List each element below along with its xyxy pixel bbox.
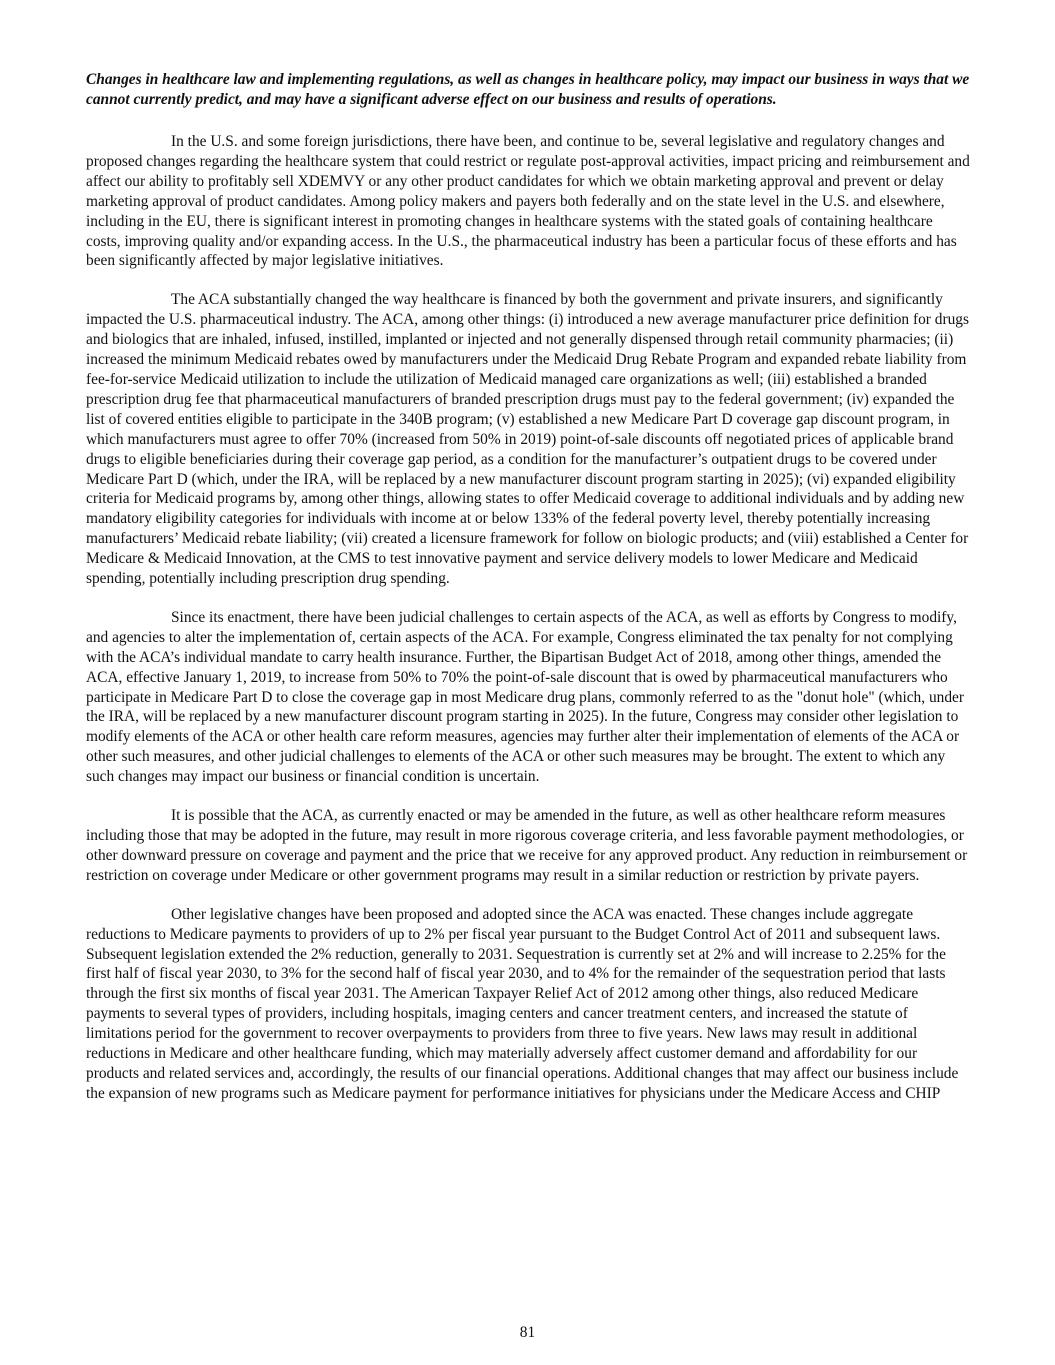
paragraph-legislative-changes: In the U.S. and some foreign jurisdictions, there have been, and continue to be, several legislative and regulatory changes and proposed changes regarding the healthcare system that could restrict or regulate post-approval activities, impact pricing and reimbursement and affect our ability to profitably sell XDEMVY or any other product candidates for which we obtain marketing approval and prevent or delay marketing approval of product candidates. Among policy makers and payers both federally and on the state level in the U.S. and elsewhere, including in the EU, there is significant interest in promoting changes in healthcare systems with the stated goals of containing healthcare costs, improving quality and/or expanding access. In the U.S., the pharmaceutical industry has been a particular focus of these efforts and has been significantly affected by major legislative initiatives. (86, 133, 970, 270)
document-page (86, 70, 970, 1123)
paragraph-aca-challenges: Since its enactment, there have been judicial challenges to certain aspects of the ACA, as well as efforts by Congress to modify, and agencies to alter the implementation of, certain aspects of the ACA. For example, Congress eliminated the tax penalty for not complying with the ACA’s individual mandate to carry health insurance. Further, the Bipartisan Budget Act of 2018, among other things, amended the ACA, effective January 1, 2019, to increase from 50% to 70% the point-of-sale discount that is owed by pharmaceutical manufacturers who participate in Medicare Part D to close the coverage gap in most Medicare drug plans, commonly referred to as the "donut hole" (which, under the IRA, will be replaced by a new manufacturer discount program starting in 2025). In the future, Congress may consider other legislation to modify elements of the ACA or other health care reform measures, agencies may further alter their implementation of elements of the ACA or other such measures, and other judicial challenges to elements of the ACA or other such measures may be brought. The extent to which any such changes may impact our business or financial condition is uncertain. (86, 608, 964, 786)
section-heading: Changes in healthcare law and implementing regulations, as well as changes in healthcare policy, may impact our business in ways that we cannot currently predict, and may have a significant adverse effect on our business and results of operations. (86, 71, 970, 108)
paragraph-other-legislation: Other legislative changes have been proposed and adopted since the ACA was enacted. These changes include aggregate reductions to Medicare payments to providers of up to 2% per fiscal year pursuant to the Budget Control Act of 2011 and subsequent laws. Subsequent legislation extended the 2% reduction, generally to 2031. Sequestration is currently set at 2% and will increase to 2.25% for the first half of fiscal year 2030, to 3% for the second half of fiscal year 2030, and to 4% for the remainder of the sequestration period that lasts through the first six months of fiscal year 2031. The American Taxpayer Relief Act of 2012 among other things, also reduced Medicare payments to several types of providers, including hospitals, imaging centers and cancer treatment centers, and increased the statute of limitations period for the government to recover overpayments to providers from three to five years. New laws may result in additional reductions in Medicare and other healthcare funding, which may materially adversely affect customer demand and affordability for our products and related services and, accordingly, the results of our financial operations. Additional changes that may affect our business include the expansion of new programs such as Medicare payment for performance initiatives for physicians under the Medicare Access and CHIP (86, 905, 959, 1102)
paragraph-reform-measures: It is possible that the ACA, as currently enacted or may be amended in the future, as well as other healthcare reform measures including those that may be adopted in the future, may result in more rigorous coverage criteria, and less favorable payment methodologies, or other downward pressure on coverage and payment and the price that we receive for any approved product. Any reduction in reimbursement or restriction on coverage under Medicare or other government programs may result in a similar reduction or restriction by private payers. (86, 807, 968, 884)
paragraph-aca-overview: The ACA substantially changed the way healthcare is financed by both the government and private insurers, and significantly impacted the U.S. pharmaceutical industry. The ACA, among other things: (i) introduced a new average manufacturer price definition for drugs and biologics that are inhaled, infused, instilled, implanted or injected and not generally dispensed through retail community pharmacies; (ii) increased the minimum Medicaid rebates owed by manufacturers under the Medicaid Drug Rebate Program and expanded rebate liability from fee-for-service Medicaid utilization to include the utilization of Medicaid managed care organizations as well; (iii) established a branded prescription drug fee that pharmaceutical manufacturers of branded prescription drugs must pay to the federal government; (iv) expanded the list of covered entities eligible to participate in the 340B program; (v) established a new Medicare Part D coverage gap discount program, in which manufacturers must agree to offer 70% (increased from 50% in 2019) point-of-sale discounts off negotiated prices of applicable brand drugs to eligible beneficiaries during their coverage gap period, as a condition for the manufacturer’s outpatient drugs to be covered under Medicare Part D (which, under the IRA, will be replaced by a new manufacturer discount program starting in 2025); (vi) expanded eligibility criteria for Medicaid programs by, among other things, allowing states to offer Medicaid coverage to additional individuals and by adding new mandatory eligibility categories for individuals with income at or below 133% of the federal poverty level, thereby potentially increasing manufacturers’ Medicaid rebate liability; (vii) created a licensure framework for follow on biologic products; and (viii) established a Center for Medicare & Medicaid Innovation, at the CMS to test innovative payment and service delivery models to lower Medicare and Medicaid spending, potentially including prescription drug spending. (86, 291, 969, 588)
page-number: 81 (519, 1324, 536, 1341)
